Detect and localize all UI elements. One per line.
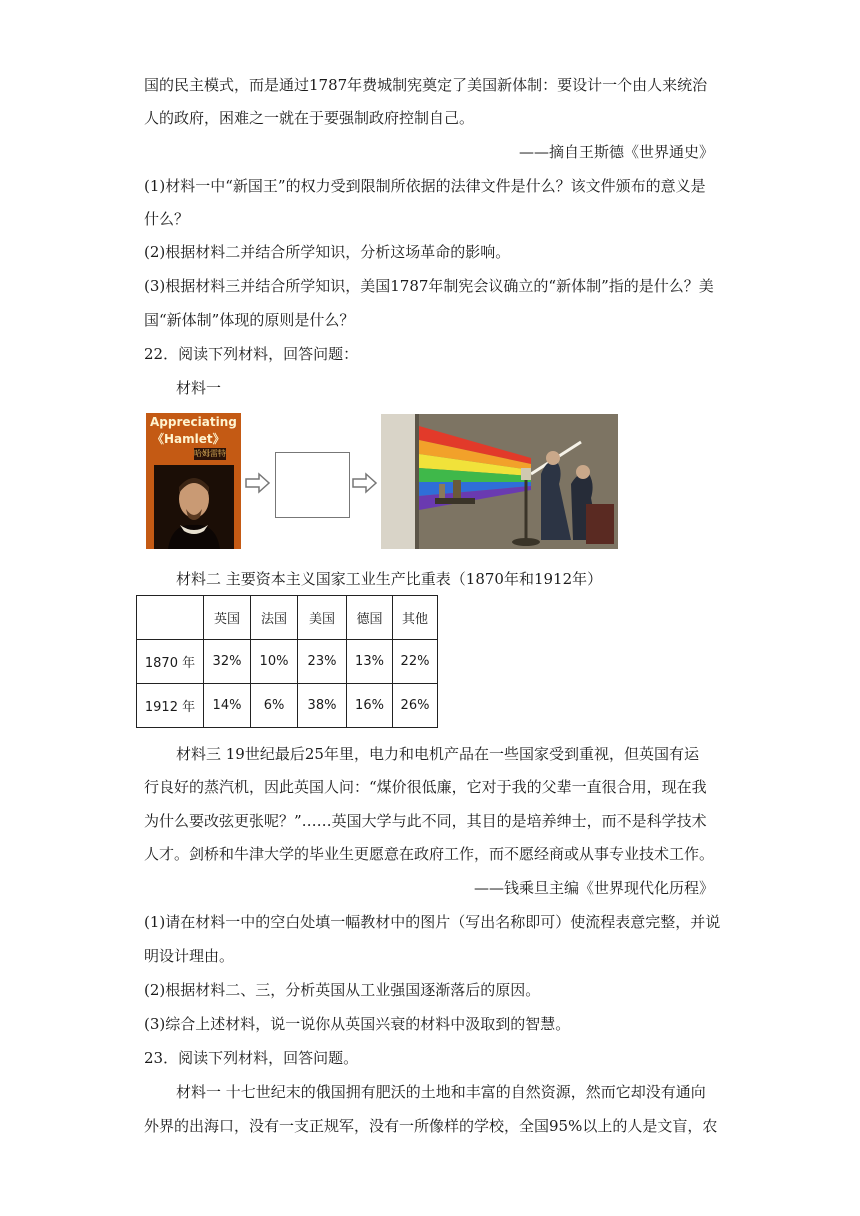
table-cell [137, 596, 204, 640]
table-cell: 22% [393, 640, 438, 684]
book-title-sub: 《Hamlet》 [152, 432, 225, 446]
question-line: (3)根据材料三并结合所学知识，美国1787年制宪会议确立的“新体制”指的是什么？美 [144, 277, 714, 295]
question-line: 国“新体制”体现的原则是什么？ [144, 311, 355, 329]
industrial-production-table [136, 595, 438, 728]
table-header: 法国 [251, 596, 298, 640]
blank-figure-box [275, 452, 350, 518]
question-line: (3)综合上述材料，说一说你从英国兴衰的材料中汲取到的智慧。 [144, 1015, 571, 1033]
hamlet-book-cover-image [146, 413, 241, 549]
text-line: 为什么要改弦更张呢？”……英国大学与此不同，其目的是培养绅士，而不是科学技术 [144, 812, 707, 830]
text-line: 人的政府，困难之一就在于要强制政府控制自己。 [144, 109, 475, 127]
table-header: 德国 [347, 596, 393, 640]
question-line: 明设计理由。 [144, 947, 235, 965]
flow-arrow-icon [352, 472, 378, 494]
text-line: 材料三 19世纪最后25年里，电力和电机产品在一些国家受到重视，但英国有运 [176, 745, 699, 763]
table-cell: 1912 年 [137, 684, 204, 728]
table-header: 其他 [393, 596, 438, 640]
text-line: 外界的出海口，没有一支正规军，没有一所像样的学校，全国95%以上的人是文盲，农 [144, 1117, 718, 1135]
book-badge: 哈姆雷特 [194, 449, 226, 458]
book-title: Appreciating [150, 415, 237, 429]
shakespeare-portrait [154, 465, 234, 549]
text-line: 行良好的蒸汽机，因此英国人问：“煤价很低廉，它对于我的父辈一直很合用，现在我 [144, 778, 707, 796]
table-cell: 14% [204, 684, 251, 728]
table-cell: 10% [251, 640, 298, 684]
question-line: (1)请在材料一中的空白处填一幅教材中的图片（写出名称即可）使流程表意完整，并说 [144, 913, 721, 931]
text-line: 人才。剑桥和牛津大学的毕业生更愿意在政府工作，而不愿经商或从事专业技术工作。 [144, 845, 715, 863]
table-cell: 13% [347, 640, 393, 684]
table-cell: 16% [347, 684, 393, 728]
table-cell: 23% [298, 640, 347, 684]
table-row [137, 684, 438, 728]
table-cell: 6% [251, 684, 298, 728]
table-cell: 26% [393, 684, 438, 728]
table-header: 英国 [204, 596, 251, 640]
table-row [137, 596, 438, 640]
question-line: 什么？ [144, 210, 190, 228]
flow-arrow-icon [245, 472, 271, 494]
table-row [137, 640, 438, 684]
table-header: 美国 [298, 596, 347, 640]
source-citation: ——摘自王斯德《世界通史》 [518, 143, 714, 161]
question-line: (1)材料一中“新国王”的权力受到限制所依据的法律文件是什么？该文件颁布的意义是 [144, 177, 706, 195]
question-heading: 22．阅读下列材料，回答问题： [144, 345, 359, 363]
text-line: 材料一 十七世纪末的俄国拥有肥沃的土地和丰富的自然资源，然而它却没有通向 [176, 1083, 706, 1101]
newton-prism-experiment-image [381, 414, 618, 549]
table-cell: 38% [298, 684, 347, 728]
text-line: 国的民主模式，而是通过1787年费城制宪奠定了美国新体制：要设计一个由人来统治 [144, 76, 708, 94]
question-line: (2)根据材料二并结合所学知识，分析这场革命的影响。 [144, 243, 511, 261]
question-heading: 23．阅读下列材料，回答问题。 [144, 1049, 359, 1067]
material-label: 材料一 [176, 379, 222, 397]
table-cell: 1870 年 [137, 640, 204, 684]
table-cell: 32% [204, 640, 251, 684]
question-line: (2)根据材料二、三，分析英国从工业强国逐渐落后的原因。 [144, 981, 541, 999]
source-citation: ——钱乘旦主编《世界现代化历程》 [473, 879, 714, 897]
table-caption: 材料二 主要资本主义国家工业生产比重表（1870年和1912年） [176, 570, 603, 588]
